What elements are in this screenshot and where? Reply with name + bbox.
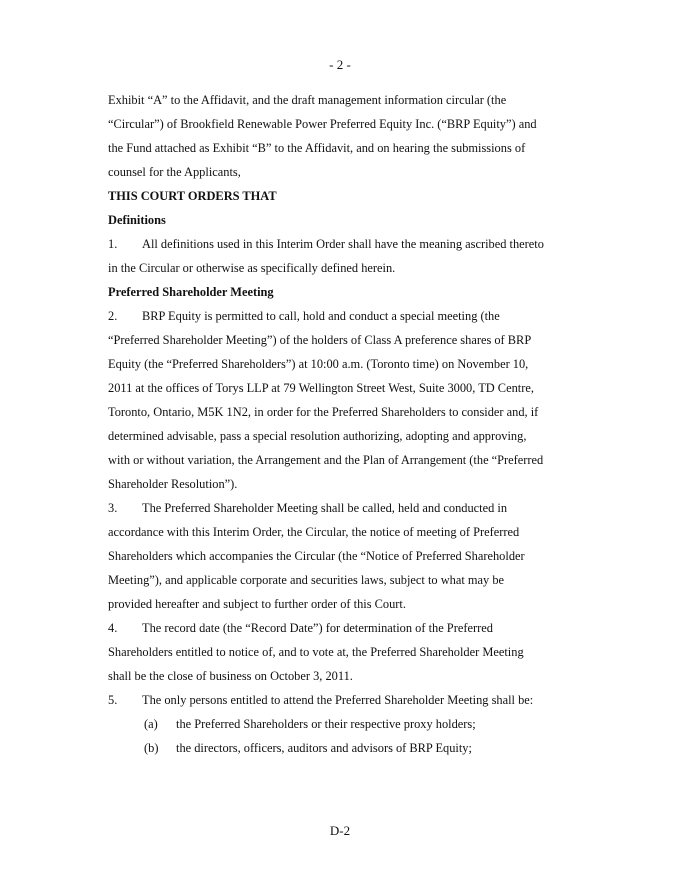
paragraph-number: 1. bbox=[108, 237, 118, 251]
section-heading-preferred-shareholder-meeting: Preferred Shareholder Meeting bbox=[108, 285, 274, 299]
paragraph-2 bbox=[108, 304, 546, 496]
paragraph-number: 2. bbox=[108, 309, 118, 323]
section-heading-definitions: Definitions bbox=[108, 213, 166, 227]
page-number-footer: D-2 bbox=[329, 823, 351, 838]
paragraph-5 bbox=[108, 688, 546, 712]
paragraph-text: The only persons entitled to attend the Preferred Shareholder Meeting shall be: bbox=[142, 693, 534, 707]
list-item-text: the directors, officers, auditors and advisors of BRP Equity; bbox=[176, 741, 472, 755]
paragraph-number: 3. bbox=[108, 501, 118, 515]
paragraph-3 bbox=[108, 496, 546, 616]
intro-paragraph: Exhibit “A” to the Affidavit, and the draft management information circular (the “Circular”) of Brookfield Renewable Power Preferred Equity Inc. (“BRP Equity”) and the Fund attached as Exhibit “B” to the Affidavit, and on hearing the submissions of counsel for the Applicants, bbox=[108, 93, 537, 179]
paragraph-1 bbox=[108, 232, 546, 280]
paragraph-text: BRP Equity is permitted to call, hold and conduct a special meeting (the “Preferred Shareholder Meeting”) of the holders of Class A preference shares of BRP Equity (the “Preferred Shareholders”) at 10:00 a.m. (Toronto time) on November 10, 2011 at the offices of Torys LLP at 79 Wellington Street West, Suite 3000, TD Centre, Toronto, Ontario, M5K 1N2, in order for the Preferred Shareholders to consider and, if determined advisable, pass a special resolution authorizing, adopting and approving, with or without variation, the Arrangement and the Plan of Arrangement (the “Preferred Shareholder Resolution”). bbox=[108, 309, 544, 491]
list-item-label: (a) bbox=[144, 717, 158, 731]
paragraph-text: The record date (the “Record Date”) for determination of the Preferred Shareholders entitled to notice of, and to vote at, the Preferred Shareholder Meeting shall be the close of business on October 3, 2011. bbox=[108, 621, 524, 683]
paragraph-text: The Preferred Shareholder Meeting shall be called, held and conducted in accordance with this Interim Order, the Circular, the notice of meeting of Preferred Shareholders which accompanies the Circular (the “Notice of Preferred Shareholder Meeting”), and applicable corporate and securities laws, subject to what may be provided hereafter and subject to further order of this Court. bbox=[108, 501, 525, 611]
list-item-text: the Preferred Shareholders or their respective proxy holders; bbox=[176, 717, 476, 731]
court-orders-heading: THIS COURT ORDERS THAT bbox=[108, 189, 277, 203]
page-number-header: - 2 - bbox=[329, 57, 351, 72]
paragraph-number: 5. bbox=[108, 693, 118, 707]
paragraph-4 bbox=[108, 616, 546, 688]
paragraph-number: 4. bbox=[108, 621, 118, 635]
list-item-a bbox=[108, 712, 546, 736]
list-item-label: (b) bbox=[144, 741, 159, 755]
document-body bbox=[108, 88, 546, 760]
list-item-b bbox=[108, 736, 546, 760]
paragraph-text: All definitions used in this Interim Order shall have the meaning ascribed thereto in the Circular or otherwise as specifically defined herein. bbox=[108, 237, 544, 275]
